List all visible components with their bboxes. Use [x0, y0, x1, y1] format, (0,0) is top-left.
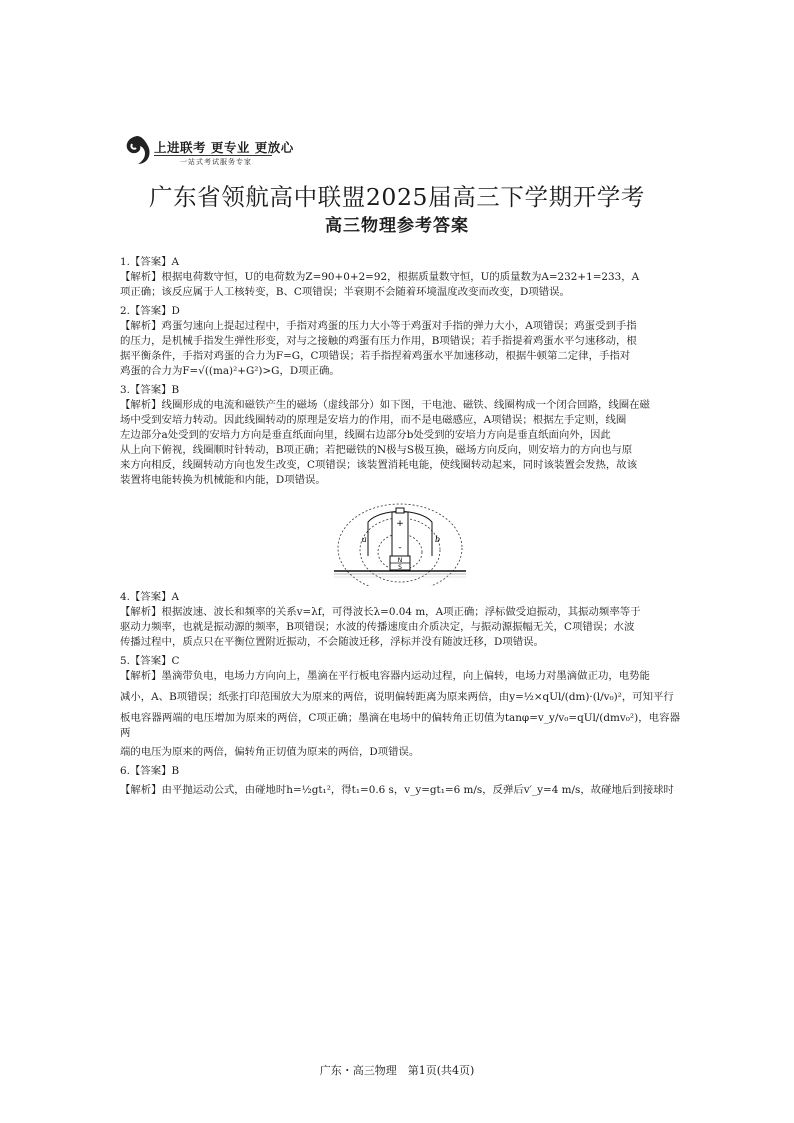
analysis-line: 【解析】根据波速、波长和频率的关系v=λf，可得波长λ=0.04 m，A项正确；浮标做受迫振动，其振动频率等于	[120, 606, 641, 618]
analysis-line: 【解析】根据电荷数守恒，U的电荷数为Z=90+0+2=92，根据质量数守恒，U的质量数为A=232+1=233，A	[120, 271, 640, 283]
analysis-line: 装置将电能转换为机械能和内能，D项错误。	[120, 474, 326, 486]
analysis-line: 来方向相反，线圈转动方向也发生改变，C项错误；该装置消耗电能，使线圈转动起来，同时该装置会发热，故该	[120, 459, 638, 471]
logo-slogan: 上进联考 更专业 更放心	[154, 140, 294, 155]
analysis-line: 鸡蛋的合力为F=√((ma)²+G²)>G，D项正确。	[120, 365, 340, 377]
analysis-line: 从上向下俯视，线圈顺时针转动，B项正确；若把磁铁的N极与S极互换，磁场方向反向，则安培力的方向也与原	[120, 444, 633, 456]
answer-label: 6.【答案】B	[120, 765, 180, 777]
question-6	[120, 764, 680, 798]
logo-swirl-icon	[122, 134, 152, 168]
coil-b-label: b	[435, 535, 441, 544]
logo-divider	[154, 155, 272, 156]
motor-field-figure	[120, 494, 680, 586]
analysis-line: 据平衡条件，手指对鸡蛋的合力为F=G，C项错误；若手指捏着鸡蛋水平加速移动，根据牛顿第二定律，手指对	[120, 350, 631, 362]
answer-label: 3.【答案】B	[120, 384, 180, 396]
page-title: 广东省领航高中联盟2025届高三下学期开学考	[148, 183, 645, 211]
analysis-line: 【解析】线圈形成的电流和磁铁产生的磁场（虚线部分）如下图，干电池、磁铁、线圈构成一个闭合回路，线圈在磁	[120, 399, 650, 411]
battery-minus-label: -	[398, 543, 402, 553]
analysis-line: 减小，A、B项错误；纸张打印范围放大为原来的两倍，说明偏转距离为原来两倍，由y=½×qUl/(dm)·(l/v₀)²，可知平行	[120, 691, 674, 703]
question-2	[120, 304, 680, 379]
analysis-line: 项正确；该反应属于人工核转变，B、C项错误；半衰期不会随着环境温度改变而改变，D项错误。	[120, 286, 570, 298]
answer-label: 1.【答案】A	[120, 256, 179, 268]
coil-a-label: a	[362, 535, 367, 544]
question-1	[120, 255, 680, 300]
answer-label: 2.【答案】D	[120, 305, 180, 317]
analysis-line: 【解析】由平抛运动公式，由碰地时h=½gt₁²，得t₁=0.6 s，v_y=gt₁=6 m/s，反弹后v′_y=4 m/s，故碰地后到接球时	[120, 784, 674, 796]
battery-plus-label: +	[396, 519, 404, 529]
answer-label: 4.【答案】A	[120, 591, 179, 603]
question-5	[120, 654, 680, 760]
question-4	[120, 590, 680, 650]
analysis-line: 左边部分a处受到的安培力方向是垂直纸面向里，线圈右边部分b处受到的安培力方向是垂直纸面向外，因此	[120, 429, 611, 441]
analysis-line: 板电容器两端的电压增加为原来的两倍，C项正确；墨滴在电场中的偏转角正切值为tanφ=v_y/v₀=qUl/(dmv₀²)，电容器两	[120, 712, 680, 739]
page-subtitle: 高三物理参考答案	[325, 216, 469, 236]
header-logo	[122, 134, 292, 174]
analysis-line: 传播过程中，质点只在平衡位置附近振动，不会随波迁移，浮标并没有随波迁移，D项错误。	[120, 636, 544, 648]
page-footer: 广东・高三物理 第1页(共4页)	[319, 1064, 475, 1077]
analysis-line: 场中受到安培力转动。因此线圈转动的原理是安培力的作用，而不是电磁感应，A项错误；根据左手定则，线圈	[120, 414, 627, 426]
analysis-line: 【解析】鸡蛋匀速向上提起过程中，手指对鸡蛋的压力大小等于鸡蛋对手指的弹力大小，A项错误；鸡蛋受到手指	[120, 320, 637, 332]
answer-label: 5.【答案】C	[120, 655, 180, 667]
logo-tagline: 一站式考试服务专家	[180, 158, 252, 166]
analysis-line: 驱动力频率，也就是振动源的频率，B项错误；水波的传播速度由介质决定，与振动源振幅无关，C项错误；水波	[120, 621, 635, 633]
question-3	[120, 383, 680, 586]
analysis-line: 的压力，是机械手指发生弹性形变，对与之接触的鸡蛋有压力作用，B项错误；若手指提着鸡蛋水平匀速移动，根	[120, 335, 637, 347]
analysis-line: 端的电压为原来的两倍，偏转角正切值为原来的两倍，D项错误。	[120, 746, 420, 758]
magnetic-field-diagram	[320, 494, 480, 586]
magnet-n-label: N	[397, 557, 403, 564]
analysis-line: 【解析】墨滴带负电，电场力方向向上，墨滴在平行板电容器内运动过程，向上偏转，电场力对墨滴做正功，电势能	[120, 670, 650, 682]
answer-content	[120, 251, 680, 798]
magnet-s-label: S	[398, 564, 402, 571]
